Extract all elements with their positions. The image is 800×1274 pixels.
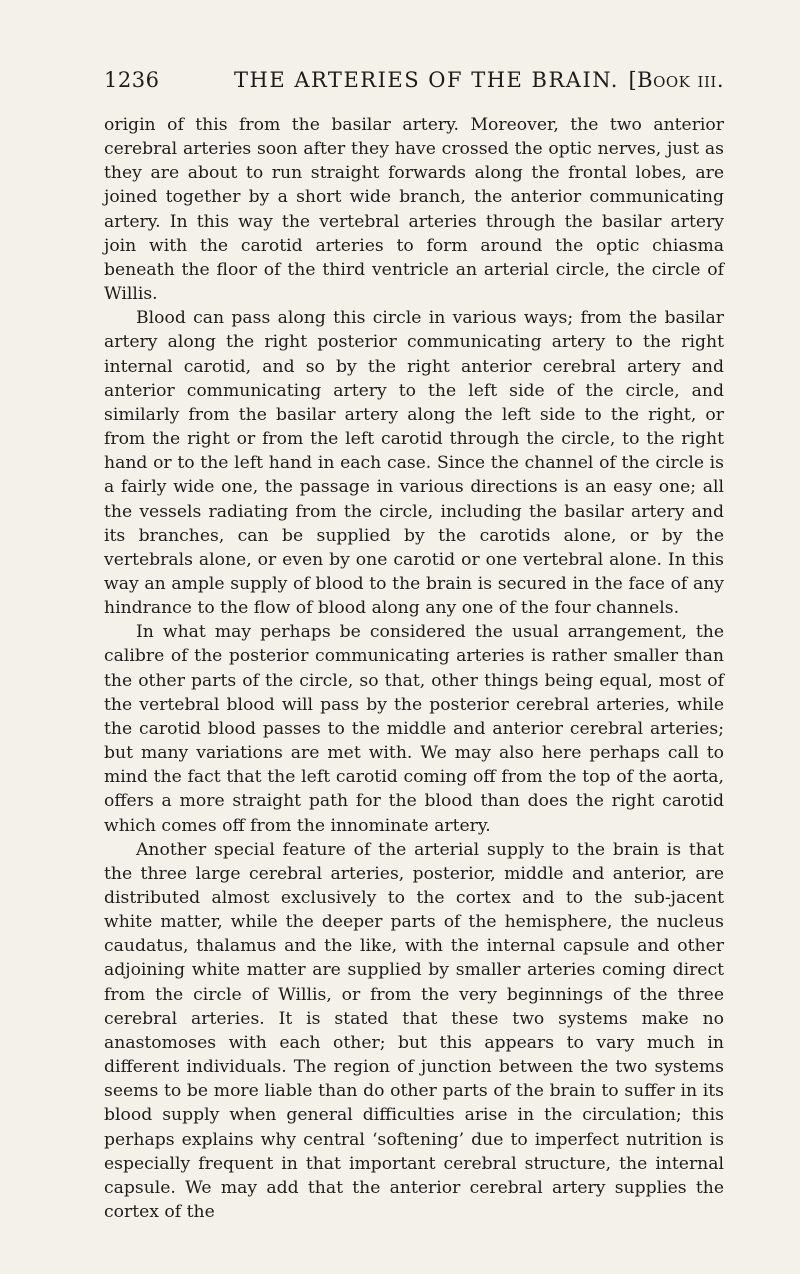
body-text bbox=[104, 113, 724, 1224]
book-reference: [Book iii. bbox=[628, 68, 724, 92]
running-title: THE ARTERIES OF THE BRAIN. bbox=[234, 68, 619, 92]
page-header bbox=[104, 68, 724, 98]
page-number: 1236 bbox=[104, 68, 160, 92]
paragraph: In what may perhaps be considered the usual arrangement, the calibre of the posterior communicating arteries is rather smaller than the other parts of the circle, so that, other things being equal, most of the vertebral blood will pass by the posterior cerebral arteries, while the carotid blood passes to the middle and anterior cerebral arteries; but many variations are met with. We may also here perhaps call to mind the fact that the left carotid coming off from the top of the aorta, offers a more straight path for the blood than does the right carotid which comes off from the innominate artery. bbox=[104, 622, 724, 836]
paragraph-continued: origin of this from the basilar artery. Moreover, the two anterior cerebral arteries soon after they have crossed the optic nerves, just as they are about to run straight forwards along the frontal lobes, are joined together by a short wide branch, the anterior communicating artery. In this way the vertebral arteries through the basilar artery join with the carotid arteries to form around the optic chiasma beneath the floor of the third ventricle an arterial circle, the circle of Willis. bbox=[104, 115, 724, 305]
paragraph: Blood can pass along this circle in various ways; from the basilar artery along the right posterior communicating artery to the right internal carotid, and so by the right anterior cerebral artery and anterior communicating artery to the left side of the circle, and similarly from the basilar artery along the left side to the right, or from the right or from the left carotid through the circle, to the right hand or to the left hand in each case. Since the channel of the circle is a fairly wide one, the passage in various directions is an easy one; all the vessels radiating from the circle, including the basilar artery and its branches, can be supplied by the carotids alone, or by the vertebrals alone, or even by one carotid or one vertebral alone. In this way an ample supply of blood to the brain is secured in the face of any hindrance to the flow of blood along any one of the four channels. bbox=[104, 308, 724, 619]
paragraph: Another special feature of the arterial supply to the brain is that the three large cerebral arteries, posterior, middle and anterior, are distributed almost exclusively to the cortex and to the sub-jacent white matter, while the deeper parts of the hemisphere, the nucleus caudatus, thalamus and the like, with the internal capsule and other adjoining white matter are supplied by smaller arteries coming direct from the circle of Willis, or from the very beginnings of the three cerebral arteries. It is stated that these two systems make no anastomoses with each other; but this appears to vary much in different individuals. The region of junction between the two systems seems to be more liable than do other parts of the brain to suffer in its blood supply when general difficulties arise in the circulation; this perhaps explains why central ‘softening’ due to imperfect nutrition is especially frequent in that important cerebral structure, the internal capsule. We may add that the anterior cerebral artery supplies the cortex of the bbox=[104, 839, 724, 1223]
